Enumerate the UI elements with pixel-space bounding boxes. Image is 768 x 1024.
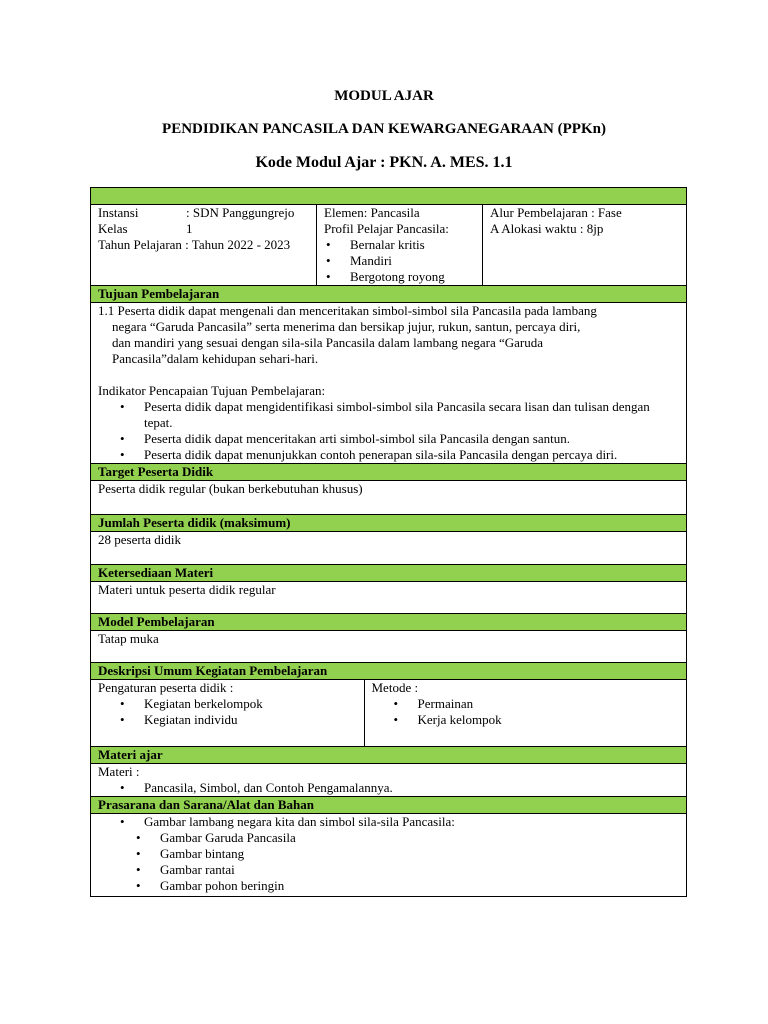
tujuan-cell <box>91 303 687 464</box>
profil-item: • Bergotong royong <box>350 269 475 285</box>
metode-item: • Permainan <box>418 696 680 712</box>
materi-heading: Materi ajar <box>91 747 687 764</box>
metode-label: Metode : <box>371 680 419 695</box>
jumlah-value: 28 peserta didik <box>91 532 687 565</box>
tahun-pelajaran: Tahun Pelajaran : Tahun 2022 - 2023 <box>98 237 291 252</box>
target-heading: Target Peserta Didik <box>91 464 687 481</box>
tujuan-line: 1.1 Peserta didik dapat mengenali dan menceritakan simbol-simbol sila Pancasila pada lambang <box>98 303 597 318</box>
alur-cell <box>483 205 687 286</box>
materi-label: Materi : <box>98 764 140 779</box>
materi-list <box>98 780 679 796</box>
jumlah-heading: Jumlah Peserta didik (maksimum) <box>91 515 687 532</box>
profil-item: • Mandiri <box>350 253 475 269</box>
materi-cell <box>91 764 687 797</box>
document-subtitle: PENDIDIKAN PANCASILA DAN KEWARGANEGARAAN (PPKn) <box>162 121 606 137</box>
pengaturan-item: • Kegiatan individu <box>144 712 357 728</box>
document-title: MODUL AJAR <box>334 88 434 104</box>
instansi-value: : SDN Panggungrejo <box>186 205 295 220</box>
prasarana-intro: • Gambar lambang negara kita dan simbol sila-sila Pancasila: <box>144 814 679 830</box>
kelas-label: Kelas <box>98 221 128 236</box>
model-value: Tatap muka <box>91 631 687 663</box>
materi-item: • Pancasila, Simbol, dan Contoh Pengamalannya. <box>144 780 679 796</box>
prasarana-heading: Prasarana dan Sarana/Alat dan Bahan <box>91 797 687 814</box>
deskripsi-cell <box>91 680 687 747</box>
alokasi-waktu: A Alokasi waktu : 8jp <box>490 221 604 236</box>
profil-list <box>324 237 475 285</box>
instansi-label: Instansi <box>98 205 139 220</box>
deskripsi-heading: Deskripsi Umum Kegiatan Pembelajaran <box>91 663 687 680</box>
prasarana-item: • Gambar Garuda Pancasila <box>160 830 679 846</box>
ketersediaan-value: Materi untuk peserta didik regular <box>91 582 687 614</box>
metode-list <box>372 696 680 728</box>
module-code: Kode Modul Ajar : PKN. A. MES. 1.1 <box>255 154 513 171</box>
indikator-list <box>98 399 679 463</box>
pengaturan-cell <box>91 680 364 746</box>
target-value: Peserta didik regular (bukan berkebutuhan khusus) <box>91 481 687 515</box>
indikator-label: Indikator Pencapaian Tujuan Pembelajaran: <box>98 383 326 398</box>
elemen: Elemen: Pancasila <box>324 205 420 220</box>
identity-cell <box>91 205 317 286</box>
tujuan-line: negara “Garuda Pancasila” serta menerima dan bersikap jujur, rukun, santun, percaya diri, <box>112 319 581 334</box>
prasarana-item: • Gambar rantai <box>160 862 679 878</box>
indikator-item: • Peserta didik dapat menunjukkan contoh penerapan sila-sila Pancasila dengan percaya diri. <box>144 447 679 463</box>
profil-item: • Bernalar kritis <box>350 237 475 253</box>
tujuan-heading: Tujuan Pembelajaran <box>91 286 687 303</box>
profil-label: Profil Pelajar Pancasila: <box>324 221 449 236</box>
alur-pembelajaran: Alur Pembelajaran : Fase <box>490 205 622 220</box>
metode-cell <box>364 680 686 746</box>
indikator-item: • Peserta didik dapat mengidentifikasi simbol-simbol sila Pancasila secara lisan dan tulisan dengan tepat. <box>144 399 679 431</box>
prasarana-item: • Gambar pohon beringin <box>160 878 679 894</box>
module-table <box>90 187 687 897</box>
pengaturan-label: Pengaturan peserta didik : <box>98 680 234 695</box>
metode-item: • Kerja kelompok <box>418 712 680 728</box>
elemen-cell <box>317 205 483 286</box>
prasarana-cell <box>91 814 687 897</box>
model-heading: Model Pembelajaran <box>91 614 687 631</box>
pengaturan-item: • Kegiatan berkelompok <box>144 696 357 712</box>
kelas-value: 1 <box>186 221 193 236</box>
identity-row <box>91 205 687 286</box>
tujuan-line: Pancasila”dalam kehidupan sehari-hari. <box>112 351 319 366</box>
top-green-bar <box>91 188 687 205</box>
tujuan-line: dan mandiri yang sesuai dengan sila-sila Pancasila dalam lambang negara “Garuda <box>112 335 544 350</box>
prasarana-list <box>98 814 679 830</box>
ketersediaan-heading: Ketersediaan Materi <box>91 565 687 582</box>
pengaturan-list <box>98 696 357 728</box>
indikator-item: • Peserta didik dapat menceritakan arti simbol-simbol sila Pancasila dengan santun. <box>144 431 679 447</box>
prasarana-sublist <box>98 830 679 894</box>
prasarana-item: • Gambar bintang <box>160 846 679 862</box>
